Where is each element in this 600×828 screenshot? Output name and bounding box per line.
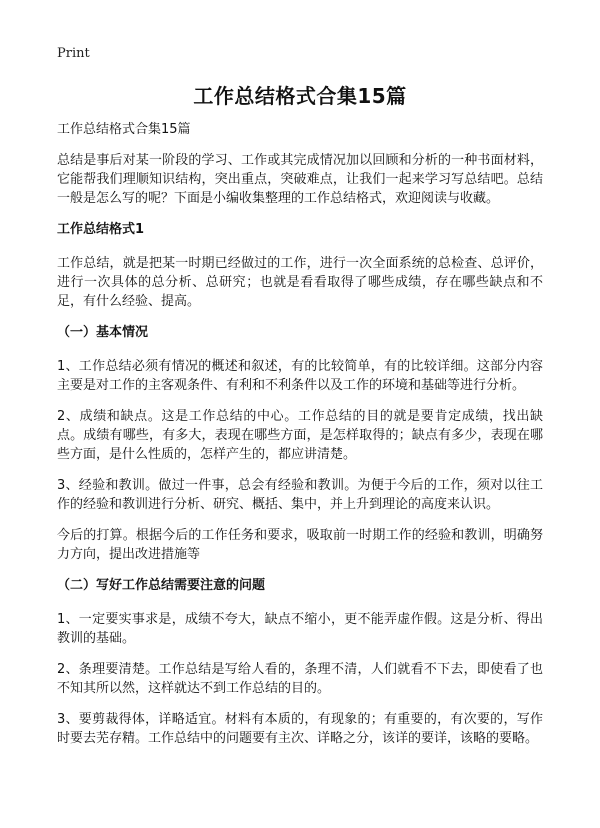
print-link[interactable]: Print <box>57 46 90 61</box>
paragraph-item-3: 3、经验和教训。做过一件事，总会有经验和教训。为便于今后的工作，须对以往工作的经验和教训进行分析、研究、概括、集中，并上升到理论的高度来认识。 <box>57 478 543 512</box>
subsection-basic-situation: （一）基本情况 <box>57 325 149 340</box>
intro-paragraph: 总结是事后对某一阶段的学习、工作或其完成情况加以回顾和分析的一种书面材料，它能帮我们理顺知识结构，突出重点，突破难点，让我们一起来学习写总结吧。总结一般是怎么写的呢？下面是小编收集整理的工作总结格式，欢迎阅读与收藏。 <box>57 153 543 206</box>
paragraph-note-3: 3、要剪裁得体，详略适宜。材料有本质的，有现象的；有重要的，有次要的，写作时要去芜存精。工作总结中的问题要有主次、详略之分，该详的要详，该略的要略。 <box>57 712 543 746</box>
paragraph-future-plan: 今后的打算。根据今后的工作任务和要求，吸取前一时期工作的经验和教训，明确努力方向，提出改进措施等 <box>57 528 543 562</box>
paragraph-note-1: 1、一定要实事求是，成绩不夸大，缺点不缩小，更不能弄虚作假。这是分析、得出教训的基础。 <box>57 612 543 646</box>
paragraph-note-2: 2、条理要清楚。工作总结是写给人看的，条理不清，人们就看不下去，即使看了也不知其所以然，这样就达不到工作总结的目的。 <box>57 662 543 696</box>
document-subtitle: 工作总结格式合集15篇 <box>57 122 191 137</box>
paragraph-item-1: 1、工作总结必须有情况的概述和叙述，有的比较简单，有的比较详细。这部分内容主要是对工作的主客观条件、有利和不利条件以及工作的环境和基础等进行分析。 <box>57 359 543 393</box>
page-title: 工作总结格式合集15篇 <box>193 84 407 108</box>
paragraph-item-2: 2、成绩和缺点。这是工作总结的中心。工作总结的目的就是要肯定成绩，找出缺点。成绩有哪些，有多大，表现在哪些方面，是怎样取得的；缺点有多少，表现在哪些方面，是什么性质的，怎样产生的，都应讲清楚。 <box>57 409 543 462</box>
document-body <box>57 120 543 760</box>
definition-paragraph: 工作总结，就是把某一时期已经做过的工作，进行一次全面系统的总检查、总评价，进行一次具体的总分析、总研究；也就是看看取得了哪些成绩，存在哪些缺点和不足，有什么经验、提高。 <box>57 256 543 309</box>
subsection-notes: （二）写好工作总结需要注意的问题 <box>57 578 266 593</box>
section-heading-1: 工作总结格式1 <box>57 222 145 237</box>
